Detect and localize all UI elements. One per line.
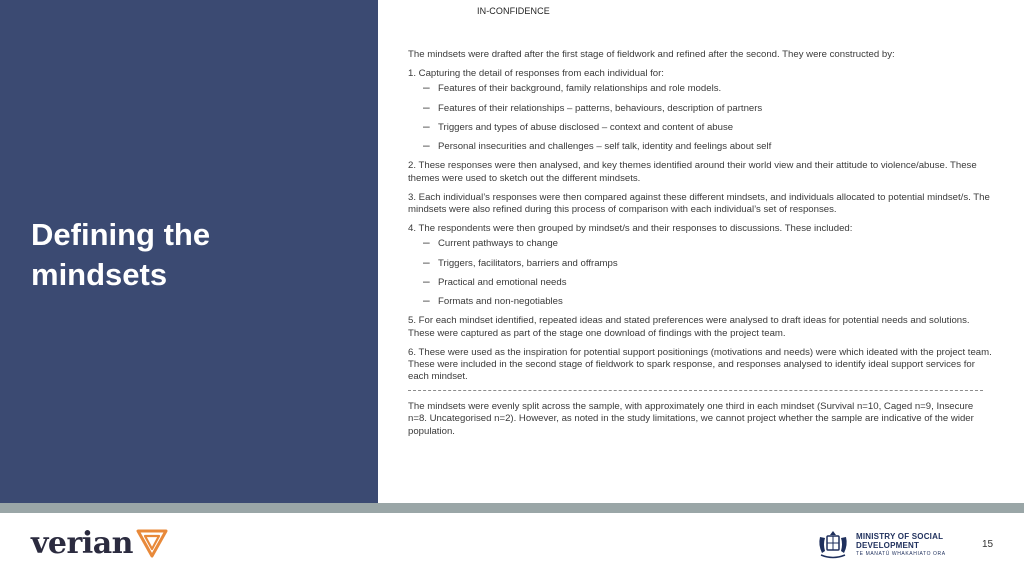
dashed-divider (408, 390, 983, 391)
list-item (408, 292, 993, 315)
list-item (408, 118, 993, 141)
content-body (408, 49, 993, 445)
dash-icon: – (423, 80, 430, 95)
step-5: 5. For each mindset identified, repeated ideas and stated preferences were analysed to draft ideas for potential needs and solutions. These were captured as part of the stage one download of findings with the project team. (408, 315, 970, 339)
summary-paragraph: The mindsets were evenly split across the sample, with approximately one third in each mindset (Survival n=10, Caged n=9, Insecure n=8. Uncategorised n=2). However, as noted in the study limitations, we cannot project whether the sample are indicative of the wider population. (408, 400, 974, 437)
msd-line1: MINISTRY OF SOCIAL (856, 532, 944, 541)
bullet-text: Features of their relationships – patterns, behaviours, description of partners (438, 102, 763, 114)
msd-line2: DEVELOPMENT (856, 541, 920, 550)
list-item (408, 137, 993, 160)
list-item (408, 80, 993, 102)
bullet-text: Triggers, facilitators, barriers and offramps (438, 257, 618, 269)
nz-coat-of-arms-icon (816, 529, 850, 561)
bullet-text: Features of their background, family relationships and role models. (438, 83, 722, 95)
msd-logo (816, 528, 946, 562)
step-6: 6. These were used as the inspiration for potential support positionings (motivations and needs) were which ideated with the project team. These were included in the second stage of fieldwork to spark response, and responses analysed to identify ideal support services for each mindset. (408, 346, 992, 383)
step-2: 2. These responses were then analysed, and key themes identified around their world view and their attitude to violence/abuse. These themes were used to sketch out the different mindsets. (408, 160, 977, 184)
step-1: 1. Capturing the detail of responses from each individual for: (408, 68, 664, 79)
msd-line3: TE MANATŪ WHAKAHIATO ORA (856, 551, 946, 557)
bullet-text: Practical and emotional needs (438, 276, 567, 288)
verian-logo-icon (136, 528, 168, 558)
dash-icon: – (423, 292, 430, 307)
verian-logo (31, 526, 168, 560)
list-item (408, 99, 993, 122)
classification-label: IN-CONFIDENCE (477, 6, 550, 16)
page-number: 15 (982, 539, 994, 550)
slide-title-line1: Defining the (31, 217, 211, 252)
bullet-text: Current pathways to change (438, 238, 558, 250)
footer-bar (0, 503, 1024, 513)
bullet-text: Formats and non-negotiables (438, 295, 563, 307)
msd-wordmark (856, 532, 946, 558)
slide-title-line2: mindsets (31, 257, 168, 292)
step-4-bullets (408, 235, 993, 315)
step-1-bullets (408, 80, 993, 160)
list-item (408, 273, 993, 296)
dash-icon: – (423, 99, 430, 114)
list-item (408, 235, 993, 257)
dash-icon: – (423, 118, 430, 133)
bullet-text: Personal insecurities and challenges – self talk, identity and feelings about self (438, 140, 772, 152)
dash-icon: – (423, 137, 430, 152)
dash-icon: – (423, 273, 430, 288)
intro-paragraph: The mindsets were drafted after the first stage of fieldwork and refined after the second. They were constructed by: (408, 49, 895, 60)
list-item (408, 254, 993, 277)
dash-icon: – (423, 235, 430, 250)
step-4: 4. The respondents were then grouped by mindset/s and their responses to discussions. These included: (408, 222, 853, 234)
verian-wordmark: verian (31, 525, 133, 561)
step-3: 3. Each individual’s responses were then compared against these different mindsets, and individuals allocated to potential mindset/s. The mindsets were also refined during this process of comparison with each individual’s set of responses. (408, 191, 990, 215)
dash-icon: – (423, 254, 430, 269)
slide-title (31, 215, 351, 295)
bullet-text: Triggers and types of abuse disclosed – context and content of abuse (438, 121, 734, 133)
